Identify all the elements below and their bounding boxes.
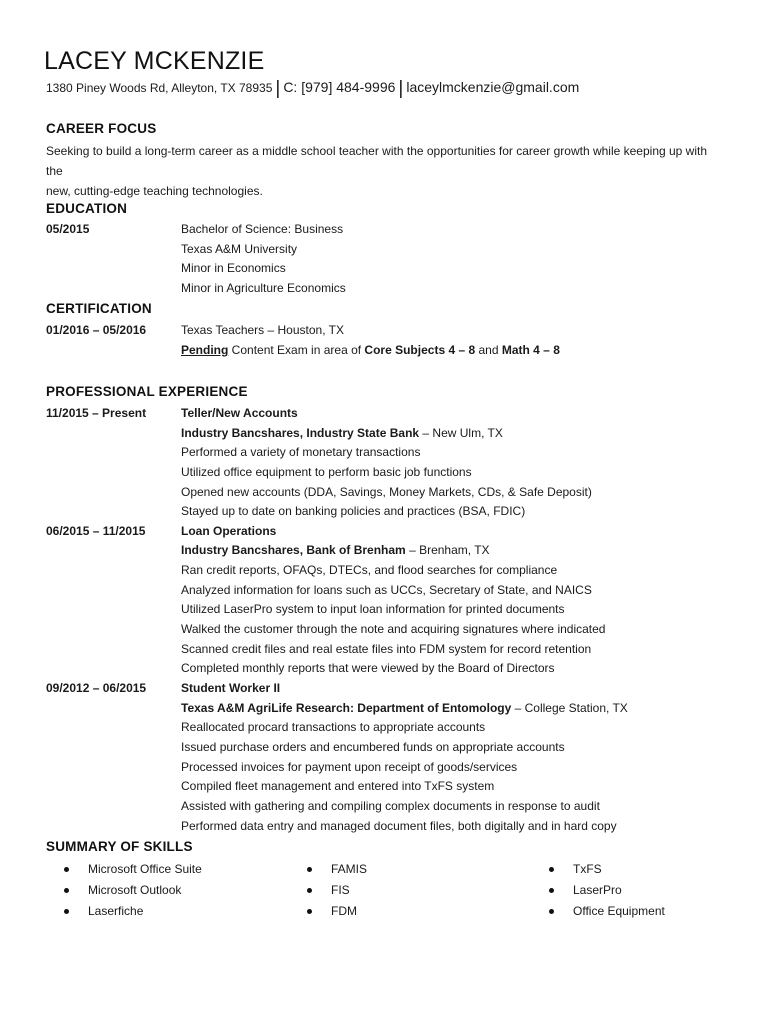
job-employer-line <box>181 541 490 560</box>
duty-text: Completed monthly reports that were viewed by the Board of Directors <box>181 661 555 675</box>
subject-core: Core Subjects 4 – 8 <box>364 343 476 357</box>
job-date: 11/2015 – Present <box>46 406 147 420</box>
job-employer: Texas A&M AgriLife Research: Department of Entomology <box>181 701 512 715</box>
career-focus-line: new, cutting-edge teaching technologies. <box>46 184 263 198</box>
bullet-icon <box>549 867 554 872</box>
job-date: 09/2012 – 06/2015 <box>46 681 147 695</box>
education-line: Texas A&M University <box>181 242 298 256</box>
career-focus-text <box>46 141 726 201</box>
education-line: Bachelor of Science: Business <box>181 222 344 236</box>
skill-text: TxFS <box>573 862 602 876</box>
phone: C: [979] 484-9996 <box>283 79 396 95</box>
email: laceylmckenzie@gmail.com <box>406 79 580 95</box>
bullet-icon <box>64 888 69 893</box>
skills-heading: SUMMARY OF SKILLS <box>46 839 193 854</box>
career-focus-line: Seeking to build a long-term career as a middle school teacher with the opportunities for career growth while keeping up with the <box>46 144 708 178</box>
contact-line <box>46 78 579 97</box>
education-date: 05/2015 <box>46 222 90 236</box>
job-title: Teller/New Accounts <box>181 406 298 420</box>
duty-text: Stayed up to date on banking policies and practices (BSA, FDIC) <box>181 504 526 518</box>
skill-text: Laserfiche <box>88 904 144 918</box>
skill-text: FDM <box>331 904 357 918</box>
bullet-icon <box>307 867 312 872</box>
skill-text: FIS <box>331 883 350 897</box>
bullet-icon <box>549 909 554 914</box>
job-location: – College Station, TX <box>511 701 628 715</box>
education-heading: EDUCATION <box>46 201 128 216</box>
job-employer-line <box>181 699 628 718</box>
duty-text: Analyzed information for loans such as UCCs, Secretary of State, and NAICS <box>181 583 592 597</box>
address: 1380 Piney Woods Rd, Alleyton, TX 78935 <box>46 81 273 95</box>
job-title: Student Worker II <box>181 681 281 695</box>
separator: | <box>398 78 404 99</box>
job-date: 06/2015 – 11/2015 <box>46 524 146 538</box>
duty-text: Walked the customer through the note and acquiring signatures where indicated <box>181 622 606 636</box>
pending-label: Pending <box>181 343 229 357</box>
job-employer: Industry Bancshares, Bank of Brenham <box>181 543 406 557</box>
duty-text: Compiled fleet management and entered into TxFS system <box>181 779 495 793</box>
job-location: – Brenham, TX <box>405 543 490 557</box>
duty-text: Opened new accounts (DDA, Savings, Money Markets, CDs, & Safe Deposit) <box>181 485 592 499</box>
duty-text: Utilized LaserPro system to input loan information for printed documents <box>181 602 565 616</box>
duty-text: Performed data entry and managed document files, both digitally and in hard copy <box>181 819 617 833</box>
certification-heading: CERTIFICATION <box>46 301 152 316</box>
bullet-icon <box>64 909 69 914</box>
certification-exam <box>181 341 560 360</box>
duty-text: Reallocated procard transactions to appropriate accounts <box>181 720 486 734</box>
duty-text: Ran credit reports, OFAQs, DTECs, and flood searches for compliance <box>181 563 558 577</box>
certification-program: Texas Teachers – Houston, TX <box>181 323 344 337</box>
separator: | <box>275 78 281 99</box>
duty-text: Processed invoices for payment upon receipt of goods/services <box>181 760 518 774</box>
subject-math: Math 4 – 8 <box>501 343 560 357</box>
exam-text: Content Exam in area of <box>228 343 365 357</box>
job-employer-line <box>181 424 503 443</box>
bullet-icon <box>307 909 312 914</box>
duty-text: Scanned credit files and real estate files into FDM system for record retention <box>181 642 592 656</box>
skill-text: FAMIS <box>331 862 368 876</box>
candidate-name: LACEY MCKENZIE <box>44 47 265 75</box>
job-location: – New Ulm, TX <box>419 426 503 440</box>
duty-text: Utilized office equipment to perform basic job functions <box>181 465 472 479</box>
job-employer: Industry Bancshares, Industry State Bank <box>181 426 420 440</box>
skill-text: Microsoft Outlook <box>88 883 182 897</box>
bullet-icon <box>64 867 69 872</box>
bullet-icon <box>307 888 312 893</box>
job-title: Loan Operations <box>181 524 277 538</box>
duty-text: Assisted with gathering and compiling complex documents in response to audit <box>181 799 600 813</box>
skill-text: LaserPro <box>573 883 622 897</box>
duty-text: Performed a variety of monetary transactions <box>181 445 421 459</box>
and-text: and <box>475 343 502 357</box>
skill-text: Office Equipment <box>573 904 665 918</box>
education-line: Minor in Agriculture Economics <box>181 281 346 295</box>
education-line: Minor in Economics <box>181 261 286 275</box>
experience-heading: PROFESSIONAL EXPERIENCE <box>46 384 248 399</box>
bullet-icon <box>549 888 554 893</box>
certification-date: 01/2016 – 05/2016 <box>46 323 147 337</box>
career-focus-heading: CAREER FOCUS <box>46 121 157 136</box>
skill-text: Microsoft Office Suite <box>88 862 202 876</box>
duty-text: Issued purchase orders and encumbered funds on appropriate accounts <box>181 740 565 754</box>
